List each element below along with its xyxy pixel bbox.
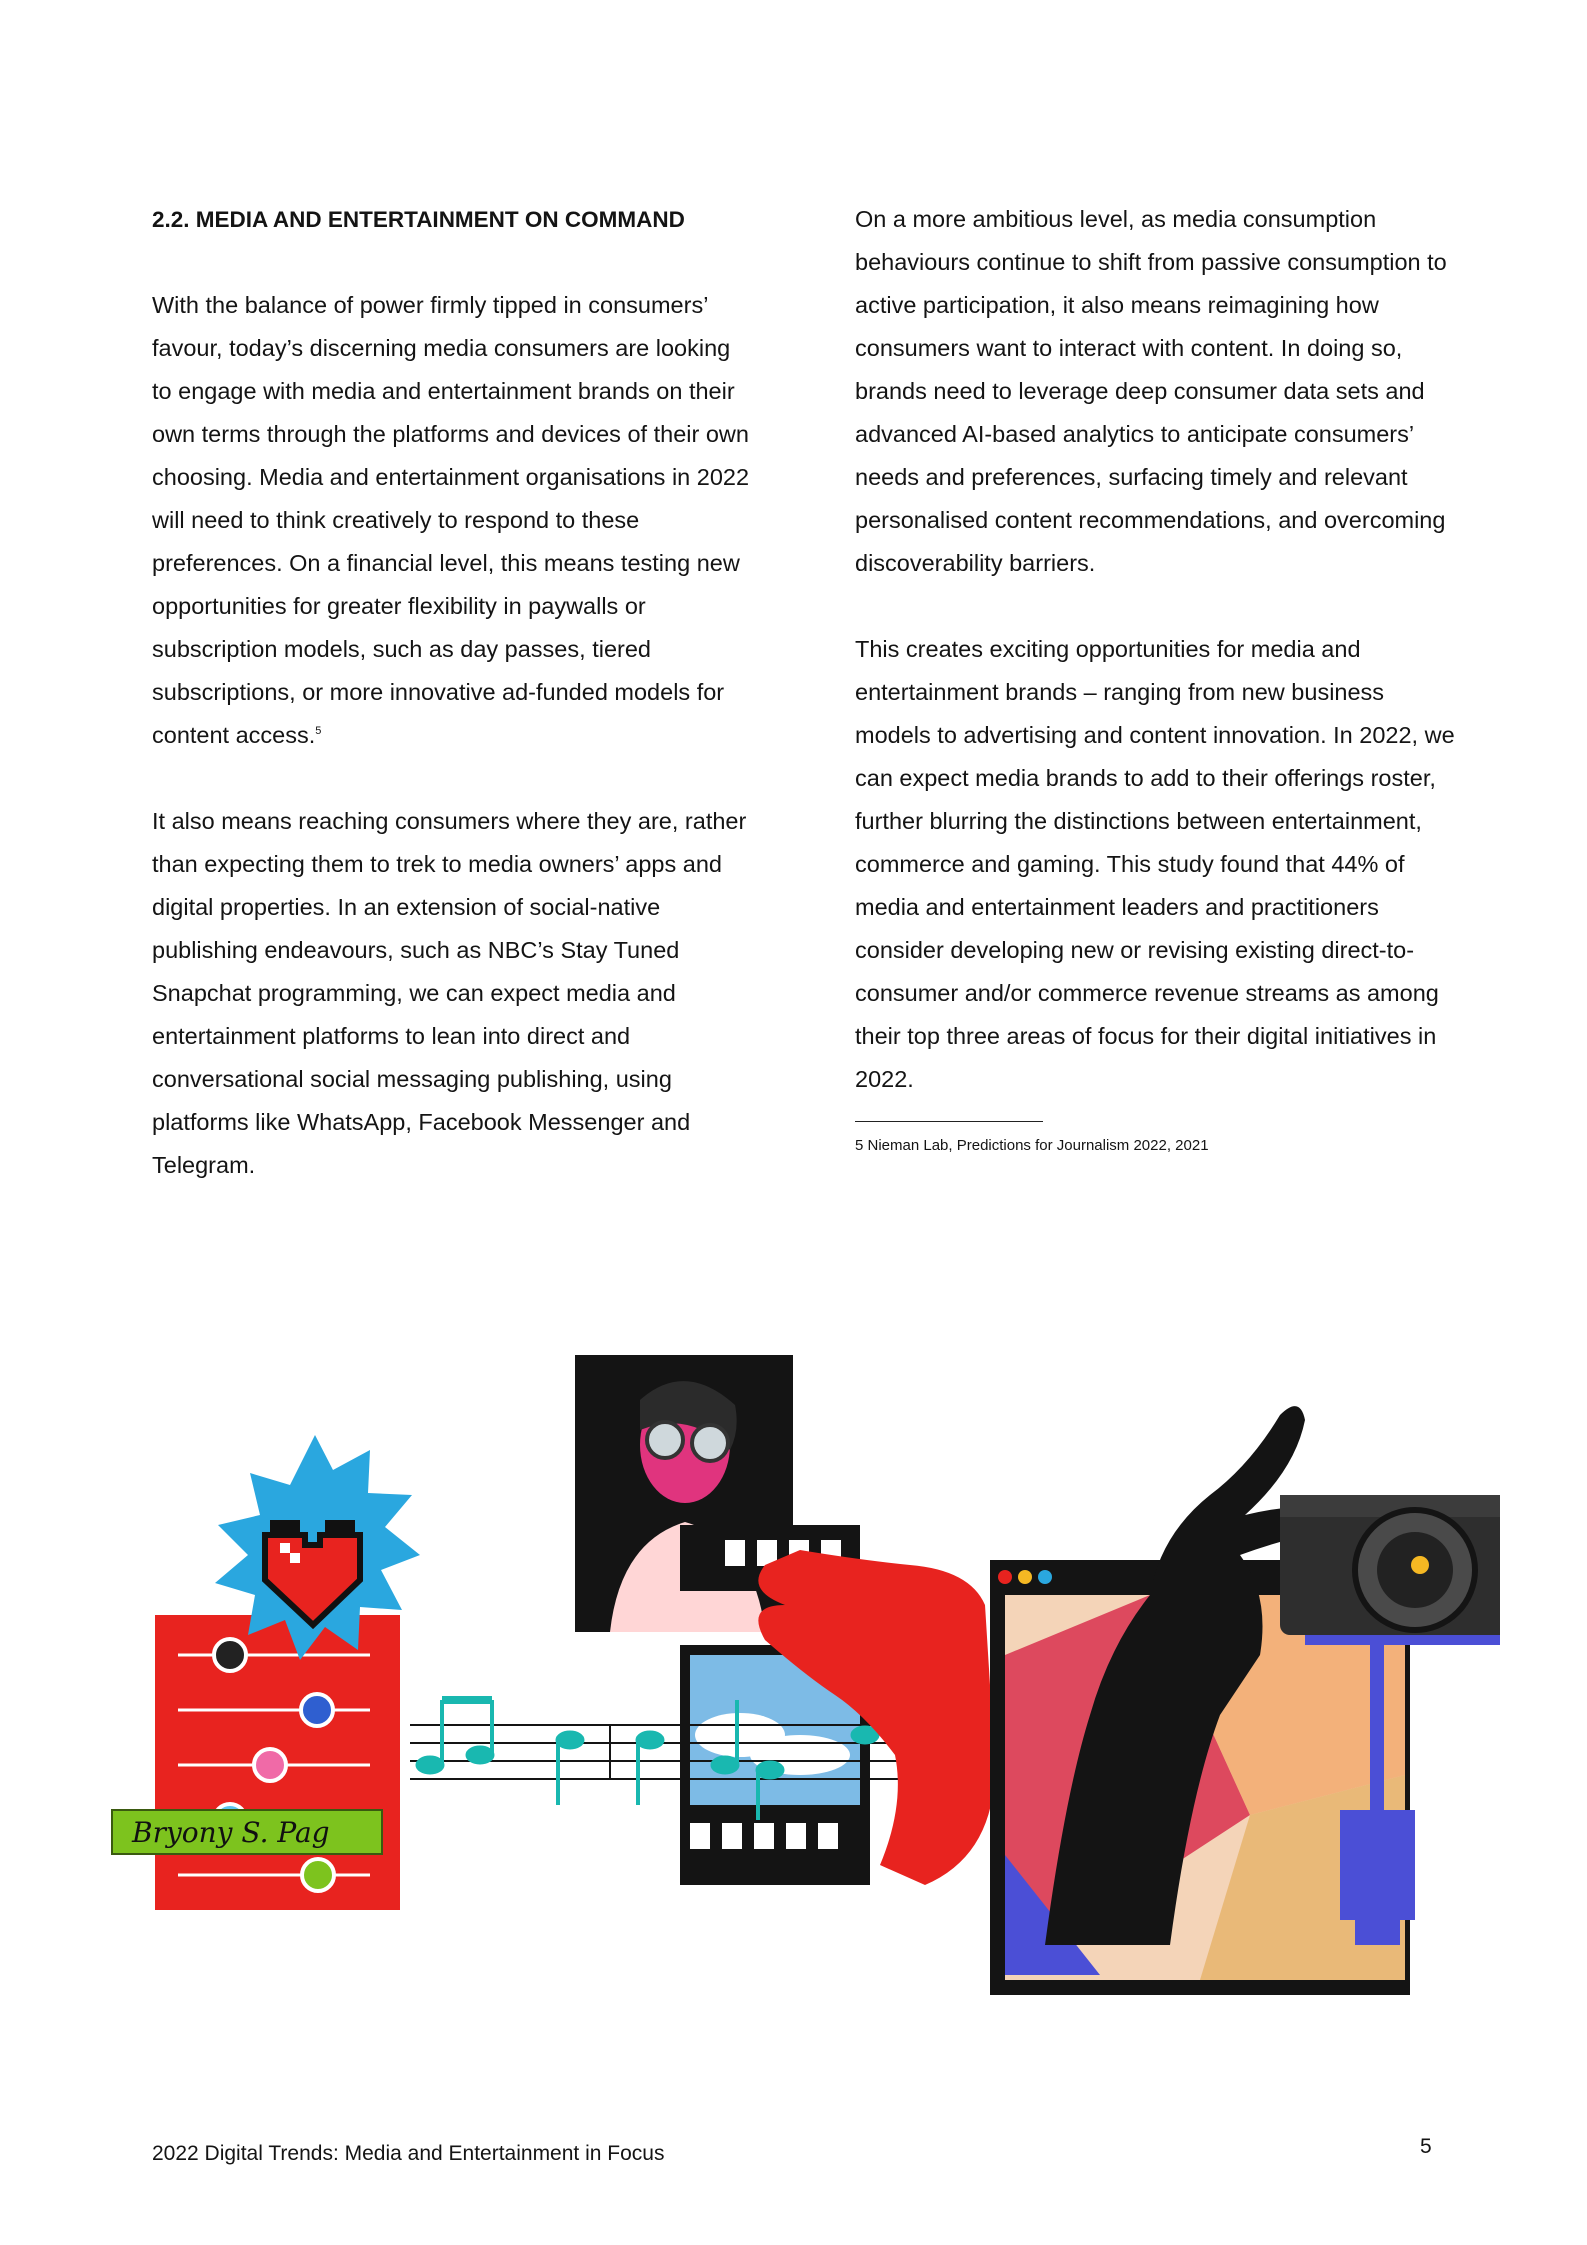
- page-number: 5: [1420, 2135, 1432, 2158]
- slider-knob: [214, 1639, 246, 1671]
- footnote-ref[interactable]: 5: [315, 725, 322, 738]
- paragraph: It also means reaching consumers where they are, rather than expecting them to trek to media owners’ apps and digital properties. In an extension of social-native publishing endeavours, such as NBC’s Stay Tuned Snapchat programming, we can expect media and entertainment platforms to lean into direct and conversational social messaging publishing, using platforms like WhatsApp, Facebook Messenger and Telegram.: [152, 808, 747, 1178]
- paragraph-text: With the balance of power firmly tipped in consumers’ favour, today’s discerning media consumers are looking to engage with media and entertainment brands on their own terms through the platforms and devices of their own choosing. Media and entertainment organisations in 2022 will need to think creatively to respond to these preferences. On a financial level, this means testing new opportunities for greater flexibility in paywalls or subscription models, such as day passes, tiered subscriptions, or more innovative ad-funded models for content access.: [152, 292, 750, 748]
- window-dot: [1018, 1570, 1032, 1584]
- right-column: [855, 198, 1455, 1158]
- media-illustration: [100, 1355, 1500, 1995]
- footnote-rule: [855, 1121, 1043, 1122]
- footnote: 5 Nieman Lab, Predictions for Journalism 2022, 2021: [855, 1137, 1209, 1154]
- paragraph: This creates exciting opportunities for media and entertainment brands – ranging from new business models to advertising and content innovation. In 2022, we can expect media brands to add to their offerings roster, further blurring the distinctions between entertainment, commerce and gaming. This study found that 44% of media and entertainment leaders and practitioners consider developing new or revising existing direct-to-consumer and/or commerce revenue streams as among their top three areas of focus for their digital initiatives in 2022.: [855, 636, 1455, 1092]
- slider-knob: [254, 1749, 286, 1781]
- section-heading: 2.2. MEDIA AND ENTERTAINMENT ON COMMAND: [152, 207, 685, 232]
- footer-title: 2022 Digital Trends: Media and Entertainment in Focus: [152, 2142, 665, 2165]
- slider-knob: [301, 1694, 333, 1726]
- camera-icon: [1280, 1495, 1500, 1635]
- signature-tag: [112, 1810, 382, 1854]
- left-column: [152, 198, 752, 1187]
- signature-text: Bryony S. Pag: [132, 1816, 330, 1849]
- paragraph: [152, 284, 752, 757]
- mixer-panel: [155, 1615, 400, 1910]
- window-dot: [998, 1570, 1012, 1584]
- window-dot: [1038, 1570, 1052, 1584]
- paragraph: On a more ambitious level, as media consumption behaviours continue to shift from passive consumption to active participation, it also means reimagining how consumers want to interact with content. In doing so, brands need to leverage deep consumer data sets and advanced AI-based analytics to anticipate consumers’ needs and preferences, surfacing timely and relevant personalised content recommendations, and overcoming discoverability barriers.: [855, 206, 1447, 576]
- slider-knob: [302, 1859, 334, 1891]
